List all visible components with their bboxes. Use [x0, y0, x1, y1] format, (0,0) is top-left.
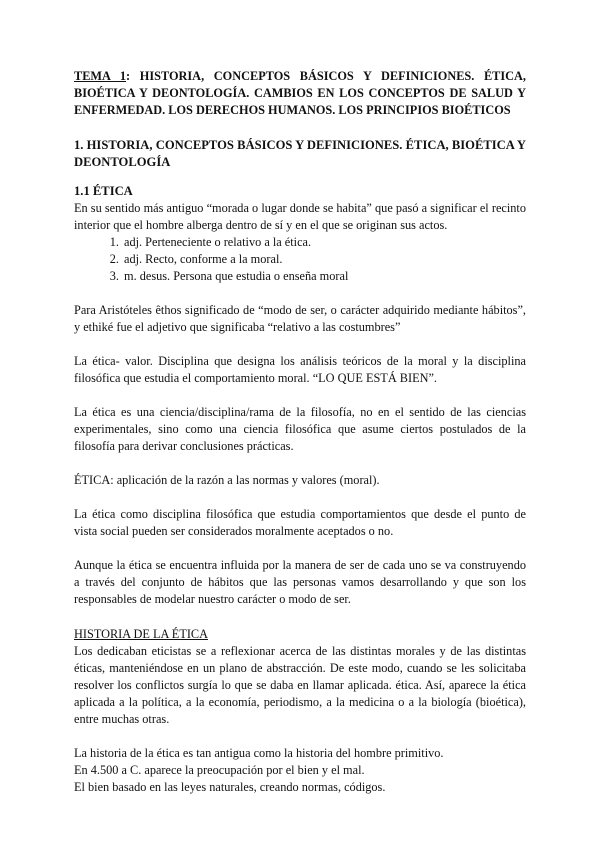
section-1-heading: 1. HISTORIA, CONCEPTOS BÁSICOS Y DEFINICIONES. ÉTICA, BIOÉTICA Y DEONTOLOGÍA: [74, 138, 526, 169]
paragraph-etica-ciencia: La ética es una ciencia/disciplina/rama de la filosofía, no en el sentido de las ciencias experimentales, sino como una ciencia filosófica que asume ciertos postulados de la filosofía para derivar conclusiones prácticas.: [74, 405, 526, 453]
paragraph-etica-razon: ÉTICA: aplicación de la razón a las normas y valores (moral).: [74, 473, 380, 487]
historia-line: En 4.500 a C. aparece la preocupación por el bien y el mal.: [74, 763, 365, 777]
etica-intro: En su sentido más antiguo “morada o lugar donde se habita” que pasó a significar el recinto interior que el hombre alberga dentro de sí y en el que se originan sus actos.: [74, 201, 526, 232]
historia-line: La historia de la ética es tan antigua como la historia del hombre primitivo.: [74, 746, 444, 760]
etica-heading: 1.1 ÉTICA: [74, 184, 133, 198]
paragraph-etica-valor: La ética- valor. Disciplina que designa los análisis teóricos de la moral y la disciplina filosófica que estudia el comportamiento moral. “LO QUE ESTÁ BIEN”.: [74, 354, 526, 385]
historia-line: El bien basado en las leyes naturales, creando normas, códigos.: [74, 780, 386, 794]
definitions-list: [74, 234, 526, 285]
paragraph-aristoteles: Para Aristóteles êthos significado de “modo de ser, o carácter adquirido mediante hábitos”, y ethiké fue el adjetivo que significaba “relativo a las costumbres”: [74, 303, 526, 334]
tema-label: TEMA 1: [74, 69, 127, 83]
paragraph-eticistas: Los dedicaban eticistas se a reflexionar acerca de las distintas morales y de las distintas éticas, manteniéndose en un plano de abstracción. De este modo, cuando se les solicitaba resolver los conflictos surgía lo que se daba en llamar aplicada. ética. Así, aparece la ética aplicada a la política, a la economía, periodismo, a la medicina o a la biología (bioética), entre muchas otras.: [74, 644, 526, 726]
tema-title: : HISTORIA, CONCEPTOS BÁSICOS Y DEFINICIONES. ÉTICA, BIOÉTICA Y DEONTOLOGÍA. CAMBIOS EN LOS CONCEPTOS DE SALUD Y ENFERMEDAD. LOS DERECHOS HUMANOS. LOS PRINCIPIOS BIOÉTICOS: [74, 69, 527, 117]
document-title: [74, 68, 526, 119]
definition-item: 2. adj. Recto, conforme a la moral.: [122, 251, 526, 268]
document-page: [74, 68, 526, 796]
paragraph-etica-influida: Aunque la ética se encuentra influida por la manera de ser de cada uno se va construyendo a través del conjunto de hábitos que las personas vamos desarrollando y que son los responsables de modelar nuestro carácter o modo de ser.: [74, 558, 526, 606]
definition-item: 1. adj. Perteneciente o relativo a la ética.: [122, 234, 526, 251]
definition-item: 3. m. desus. Persona que estudia o enseña moral: [122, 268, 526, 285]
paragraph-etica-disciplina: La ética como disciplina filosófica que estudia comportamientos que desde el punto de vista social pueden ser considerados moralmente aceptados o no.: [74, 507, 526, 538]
historia-heading: HISTORIA DE LA ÉTICA: [74, 627, 209, 641]
